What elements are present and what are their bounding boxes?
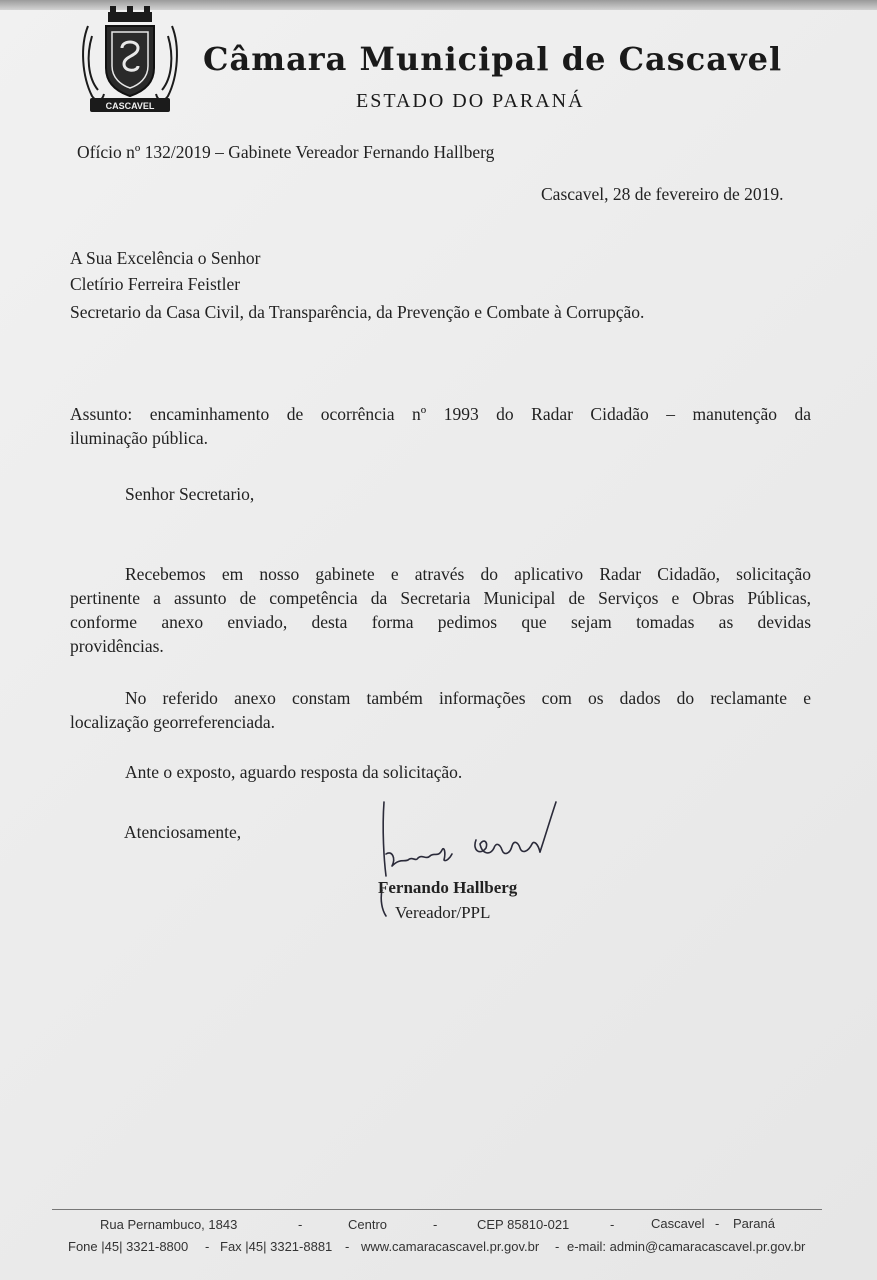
footer-phone: Fone |45| 3321-8800 <box>68 1239 189 1254</box>
paragraph-1-line-1: Recebemos em nosso gabinete e através do aplicativo Radar Cidadão, solicitação <box>125 564 811 584</box>
signer-name: Fernando Hallberg <box>378 878 518 897</box>
recipient-position: Secretario da Casa Civil, da Transparência, da Prevenção e Combate à Corrupção. <box>70 302 645 322</box>
paragraph-2 <box>70 686 811 734</box>
signer-role: Vereador/PPL <box>395 903 491 922</box>
footer-sep-6: - <box>345 1239 350 1254</box>
paragraph-1-line-2: pertinente a assunto de competência da Secretaria Municipal de Serviços e Obras Públicas, <box>70 588 811 608</box>
paragraph-3: Ante o exposto, aguardo resposta da solicitação. <box>125 762 463 782</box>
paragraph-2-line-1: No referido anexo constam também informações com os dados do reclamante e <box>125 688 811 708</box>
footer-sep-1: - <box>298 1217 303 1232</box>
date-line: Cascavel, 28 de fevereiro de 2019. <box>541 184 784 204</box>
footer-website: www.camaracascavel.pr.gov.br <box>361 1239 540 1254</box>
paragraph-2-line-2: localização georreferenciada. <box>70 712 275 732</box>
handwritten-signature <box>372 800 562 920</box>
office-reference: Ofício nº 132/2019 – Gabinete Vereador Fernando Hallberg <box>77 142 495 162</box>
crest-label: CASCAVEL <box>105 101 155 111</box>
footer-state: Paraná <box>733 1216 775 1231</box>
footer-sep-2: - <box>433 1217 438 1232</box>
paragraph-1-line-4: providências. <box>70 636 164 656</box>
chamber-title: Câmara Municipal de Cascavel <box>203 40 783 78</box>
footer-sep-7: - <box>555 1239 560 1254</box>
subject-line-2: iluminação pública. <box>70 428 209 448</box>
closing: Atenciosamente, <box>124 822 242 842</box>
state-subtitle: ESTADO DO PARANÁ <box>356 90 585 112</box>
paragraph-1 <box>70 562 811 658</box>
footer-address: Rua Pernambuco, 1843 <box>100 1217 238 1232</box>
paragraph-1-line-3: conforme anexo enviado, desta forma pedimos que sejam tomadas as devidas <box>70 612 811 632</box>
recipient-title: A Sua Excelência o Senhor <box>70 248 261 268</box>
footer-fax: Fax |45| 3321-8881 <box>220 1239 333 1254</box>
footer-cep: CEP 85810-021 <box>477 1217 570 1232</box>
subject-line-1: Assunto: encaminhamento de ocorrência nº 1993 do Radar Cidadão – manutenção da <box>70 404 811 424</box>
coat-of-arms-icon <box>78 6 182 116</box>
footer-email: e-mail: admin@camaracascavel.pr.gov.br <box>567 1239 806 1254</box>
footer-divider <box>52 1209 822 1210</box>
footer-sep-4: - <box>715 1216 720 1231</box>
subject-block <box>70 402 811 450</box>
salutation: Senhor Secretario, <box>125 484 255 504</box>
recipient-name: Cletírio Ferreira Feistler <box>70 274 241 294</box>
footer-sep-3: - <box>610 1217 615 1232</box>
footer-district: Centro <box>348 1217 388 1232</box>
footer-city: Cascavel <box>651 1216 705 1231</box>
footer-sep-5: - <box>205 1239 210 1254</box>
